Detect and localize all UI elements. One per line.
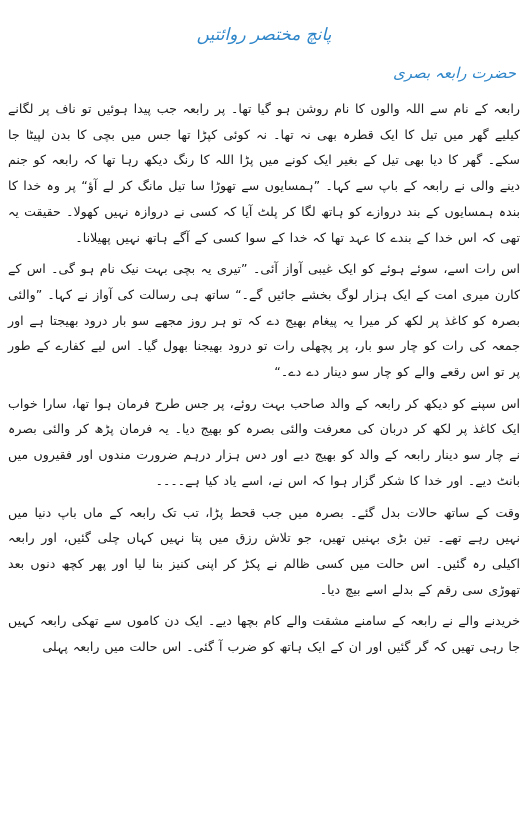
paragraph-4: وقت کے ساتھ حالات بدل گئے۔ بصرہ میں جب قحط پڑا، تب تک رابعہ کے ماں باپ دنیا میں نہیں رہے تھے۔ تین بڑی بہنیں تھیں، جو تلاش رزق میں پتا نہیں کہاں چلی گئیں، اور رابعہ اکیلی رہ گئیں۔ اس حالت میں کسی ظالم نے پکڑ کر اپنی کنیز بنا لیا اور پھر کچھ دنوں بعد تھوڑی سی رقم کے بدلے اسے بیچ دیا۔ <box>8 504 520 597</box>
paragraph-5: خریدنے والے نے رابعہ کے سامنے مشقت والے کام بچھا دیے۔ ایک دن کاموں سے تھکی رابعہ کہیں جا رہی تھیں کہ گر گئیں اور ان کے ایک ہاتھ کو ضرب آ گئی۔ اس حالت میں رابعہ پہلی <box>8 613 520 655</box>
document-title: پانچ مختصر روائتیں <box>196 25 332 45</box>
section-subtitle: حضرت رابعہ بصری <box>392 64 516 82</box>
paragraph-3: اس سپنے کو دیکھ کر رابعہ کے والد صاحب بہت روئے، پر جس طرح فرمان ہوا تھا، سارا خواب ایک کاغذ پر لکھ کر دربان کی معرفت والئی بصرہ کو بھیج دیا۔ یہ فرمان پڑھ کر والئی بصرہ نے چار سو دینار رابعہ کے والد کو بھیج دیے اور دس ہزار درہم ضرورت مندوں اور فقیروں میں بانٹ دیے۔ اور خدا کا شکر گزار ہوا کہ اس نے، اسے یاد کیا ہے۔۔۔۔ <box>8 395 520 488</box>
paragraph-2: اس رات اسے، سوئے ہوئے کو ایک غیبی آواز آئی۔ ”تیری یہ بچی بہت نیک نام ہو گی۔ اس کے کارن میری امت کے ایک ہزار لوگ بخشے جائیں گے۔“ ساتھ ہی رسالت کی آواز نے کہا۔ ”والئی بصرہ کو کاغذ پر لکھ کر میرا یہ پیغام بھیج دے کہ تو ہر روز مجھے سو بار درود بھیجتا ہے اور جمعہ کی رات کو چار سو بار، پر پچھلی رات تو درود بھیجنا بھول گیا۔ اس لیے کفارے کے طور پر تو اس رقعے والے کو چار سو دینار دے دے۔“ <box>8 261 520 380</box>
paragraph-1: رابعہ کے نام سے اللہ والوں کا نام روشن ہو گیا تھا۔ پر رابعہ جب پیدا ہوئیں تو ناف پر لگانے کیلیے گھر میں تیل کا ایک قطرہ بھی نہ تھا۔ نہ کوئی کپڑا تھا جس میں بچی کا بدن لپیٹا جا سکے۔ گھر کا دیا بھی تیل کے بغیر ایک کونے میں پڑا اللہ کا رنگ دیکھ رہا تھا کہ رابعہ کو جنم دینے والی نے رابعہ کے باپ سے کہا۔ ”ہمسایوں سے تھوڑا سا تیل مانگ کر لے آؤ“ پر وہ خدا کا بندہ ہمسایوں کے بند دروازے کو ہاتھ لگا کر پلٹ آیا کہ کسی نے دروازہ نہیں کھولا۔ حقیقت یہ تھی کہ اس خدا کے بندے کا عہد تھا کہ خدا کے سوا کسی کے آگے ہاتھ نہیں پھیلانا۔ <box>8 101 520 245</box>
document-body <box>8 96 520 660</box>
